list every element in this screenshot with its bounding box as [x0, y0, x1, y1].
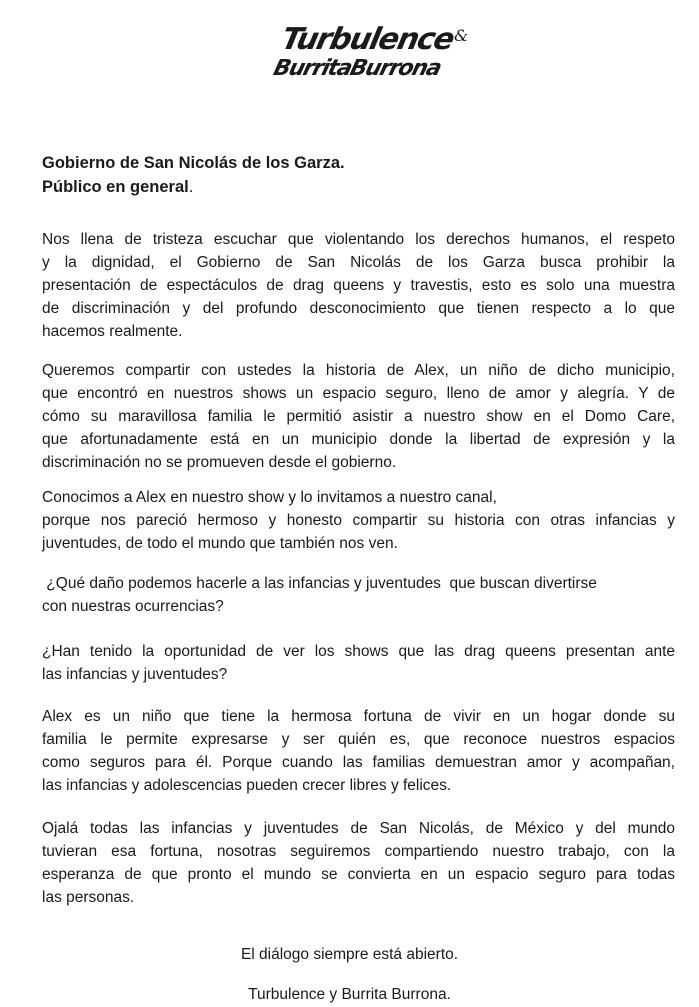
closing-line: El diálogo siempre está abierto.	[240, 946, 459, 963]
line: porque nos pareció hermoso y honesto compartir su historia con otras infancias y	[42, 512, 675, 529]
addressee-text: Público en general	[42, 178, 189, 196]
line: que encontró en nuestros shows un espacio seguro, lleno de amor y alegría. Y de	[42, 385, 675, 402]
line: cómo su maravillosa familia le permitió asistir a nuestro show en el Domo Care,	[42, 408, 675, 425]
line: esperanza de que pronto el mundo se convierta en un espacio seguro para todas	[42, 866, 675, 883]
paragraph-2	[42, 359, 675, 474]
line: ¿Han tenido la oportunidad de ver los shows que las drag queens presentan ante	[42, 643, 675, 660]
line: Ojalá todas las infancias y juventudes de San Nicolás, de México y del mundo	[42, 820, 675, 837]
paragraph-4	[42, 572, 675, 618]
line: juventudes, de todo el mundo que también nos ven.	[42, 535, 398, 552]
line: familia le permite expresarse y ser quién es, que reconoce nuestros espacios	[42, 731, 675, 748]
line: como seguros para él. Porque cuando las familias demuestran amor y acompañan,	[42, 754, 675, 771]
addressee-period: .	[188, 178, 194, 196]
paragraph-6	[42, 705, 675, 797]
paragraph-3	[42, 486, 675, 555]
logo-ampersand: &	[454, 26, 469, 45]
line: hacemos realmente.	[42, 323, 183, 340]
paragraph-5	[42, 640, 675, 686]
signature: Turbulence y Burrita Burrona.	[248, 986, 451, 1003]
line: y la dignidad, el Gobierno de San Nicolás de los Garza busca prohibir la	[42, 254, 675, 271]
line: discriminación no se promueven desde el gobierno.	[42, 454, 397, 471]
addressee-line2	[42, 175, 345, 199]
paragraph-1	[42, 228, 675, 343]
line: Alex es un niño que tiene la hermosa fortuna de vivir en un hogar donde su	[42, 708, 675, 725]
line: las infancias y adolescencias pueden crecer libres y felices.	[42, 777, 452, 794]
line: Conocimos a Alex en nuestro show y lo invitamos a nuestro canal,	[42, 489, 497, 506]
line: que afortunadamente está en un municipio donde la libertad de expresión y la	[42, 431, 675, 448]
paragraph-7	[42, 817, 675, 909]
line: presentación de espectáculos de drag queens y travestis, esto es solo una muestra	[42, 277, 675, 294]
line: las personas.	[42, 889, 135, 906]
line: Queremos compartir con ustedes la historia de Alex, un niño de dicho municipio,	[42, 362, 675, 379]
line: de discriminación y del profundo desconocimiento que tienen respecto a lo que	[42, 300, 675, 317]
logo	[272, 22, 472, 97]
logo-line1: Turbulence	[278, 22, 457, 57]
logo-line2: BurritaBurrona	[270, 56, 443, 81]
line: ¿Qué daño podemos hacerle a las infancias y juventudes que buscan divertirse	[42, 575, 597, 592]
line: con nuestras ocurrencias?	[42, 598, 224, 615]
line: las infancias y juventudes?	[42, 666, 228, 683]
addressee-line1: Gobierno de San Nicolás de los Garza.	[42, 154, 345, 172]
line: Nos llena de tristeza escuchar que violentando los derechos humanos, el respeto	[42, 231, 675, 248]
line: tuvieran esa fortuna, nosotras seguiremos compartiendo nuestro trabajo, con la	[42, 843, 675, 860]
addressee	[42, 151, 345, 199]
